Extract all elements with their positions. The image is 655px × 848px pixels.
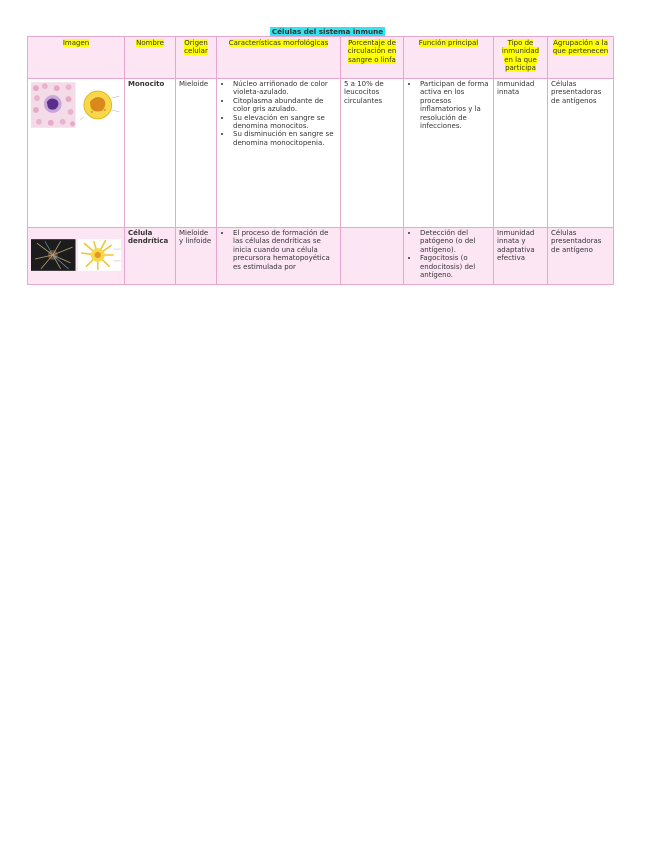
list-item: • Su disminución en sangre se denomina monocitopenia. — [232, 130, 337, 147]
list-item: • Participan de forma activa en los procesos inflamatorios y la resolución de infecciones. — [419, 80, 490, 130]
cell-immunity: Inmunidad innata y adaptativa efectiva — [494, 228, 548, 285]
header-tipo-inmunidad: Tipo de inmunidad en la que participa — [494, 37, 548, 79]
function-list — [407, 80, 490, 130]
list-item: • Su elevación en sangre se denomina monocitos. — [232, 114, 337, 131]
cell-origin: Mieloide y linfoide — [176, 228, 217, 285]
header-agrupacion: Agrupación a la que pertenecen — [548, 37, 614, 79]
immune-cells-table — [27, 36, 614, 285]
list-item: • Detección del patógeno (o del antígeno). — [419, 229, 490, 254]
dendritic-image-cell — [28, 228, 125, 285]
header-funcion: Función principal — [404, 37, 494, 79]
list-item: • El proceso de formación de las células dendríticas se inicia cuando una célula precursora hematopoyética es estimulada por — [232, 229, 337, 271]
dendritic-diagram-image — [78, 239, 122, 271]
table-row — [28, 228, 614, 285]
morphology-list — [220, 229, 337, 271]
table-header-row — [28, 37, 614, 79]
header-imagen: Imagen — [28, 37, 125, 79]
cell-group: Células presentadoras de antígenos — [548, 79, 614, 228]
cell-percentage — [341, 228, 404, 285]
cell-morphology — [217, 79, 341, 228]
cell-name: Célula dendrítica — [125, 228, 176, 285]
list-item: • Núcleo arriñonado de color violeta-azulado. — [232, 80, 337, 97]
function-list — [407, 229, 490, 279]
header-caracteristicas: Características morfológicas — [217, 37, 341, 79]
header-porcentaje: Porcentaje de circulación en sangre o linfa — [341, 37, 404, 79]
list-item: • Fagocitosis (o endocitosis) del antígeno. — [419, 254, 490, 279]
cell-origin: Mieloide — [176, 79, 217, 228]
cell-immunity: Inmunidad innata — [494, 79, 548, 228]
table-row — [28, 79, 614, 228]
monocyte-image-cell — [28, 79, 125, 228]
cell-function — [404, 228, 494, 285]
list-item: • Citoplasma abundante de color gris azulado. — [232, 97, 337, 114]
dendritic-micrograph-image — [31, 239, 76, 271]
monocyte-diagram-image — [78, 82, 122, 128]
morphology-list — [220, 80, 337, 147]
cell-function — [404, 79, 494, 228]
cell-percentage: 5 a 10% de leucocitos circulantes — [341, 79, 404, 228]
header-origen: Origen celular — [176, 37, 217, 79]
header-nombre: Nombre — [125, 37, 176, 79]
blood-smear-image — [31, 82, 76, 128]
cell-morphology — [217, 228, 341, 285]
cell-group: Células presentadoras de antígeno — [548, 228, 614, 285]
document-title: Células del sistema inmune — [271, 27, 384, 36]
cell-name: Monocito — [125, 79, 176, 228]
